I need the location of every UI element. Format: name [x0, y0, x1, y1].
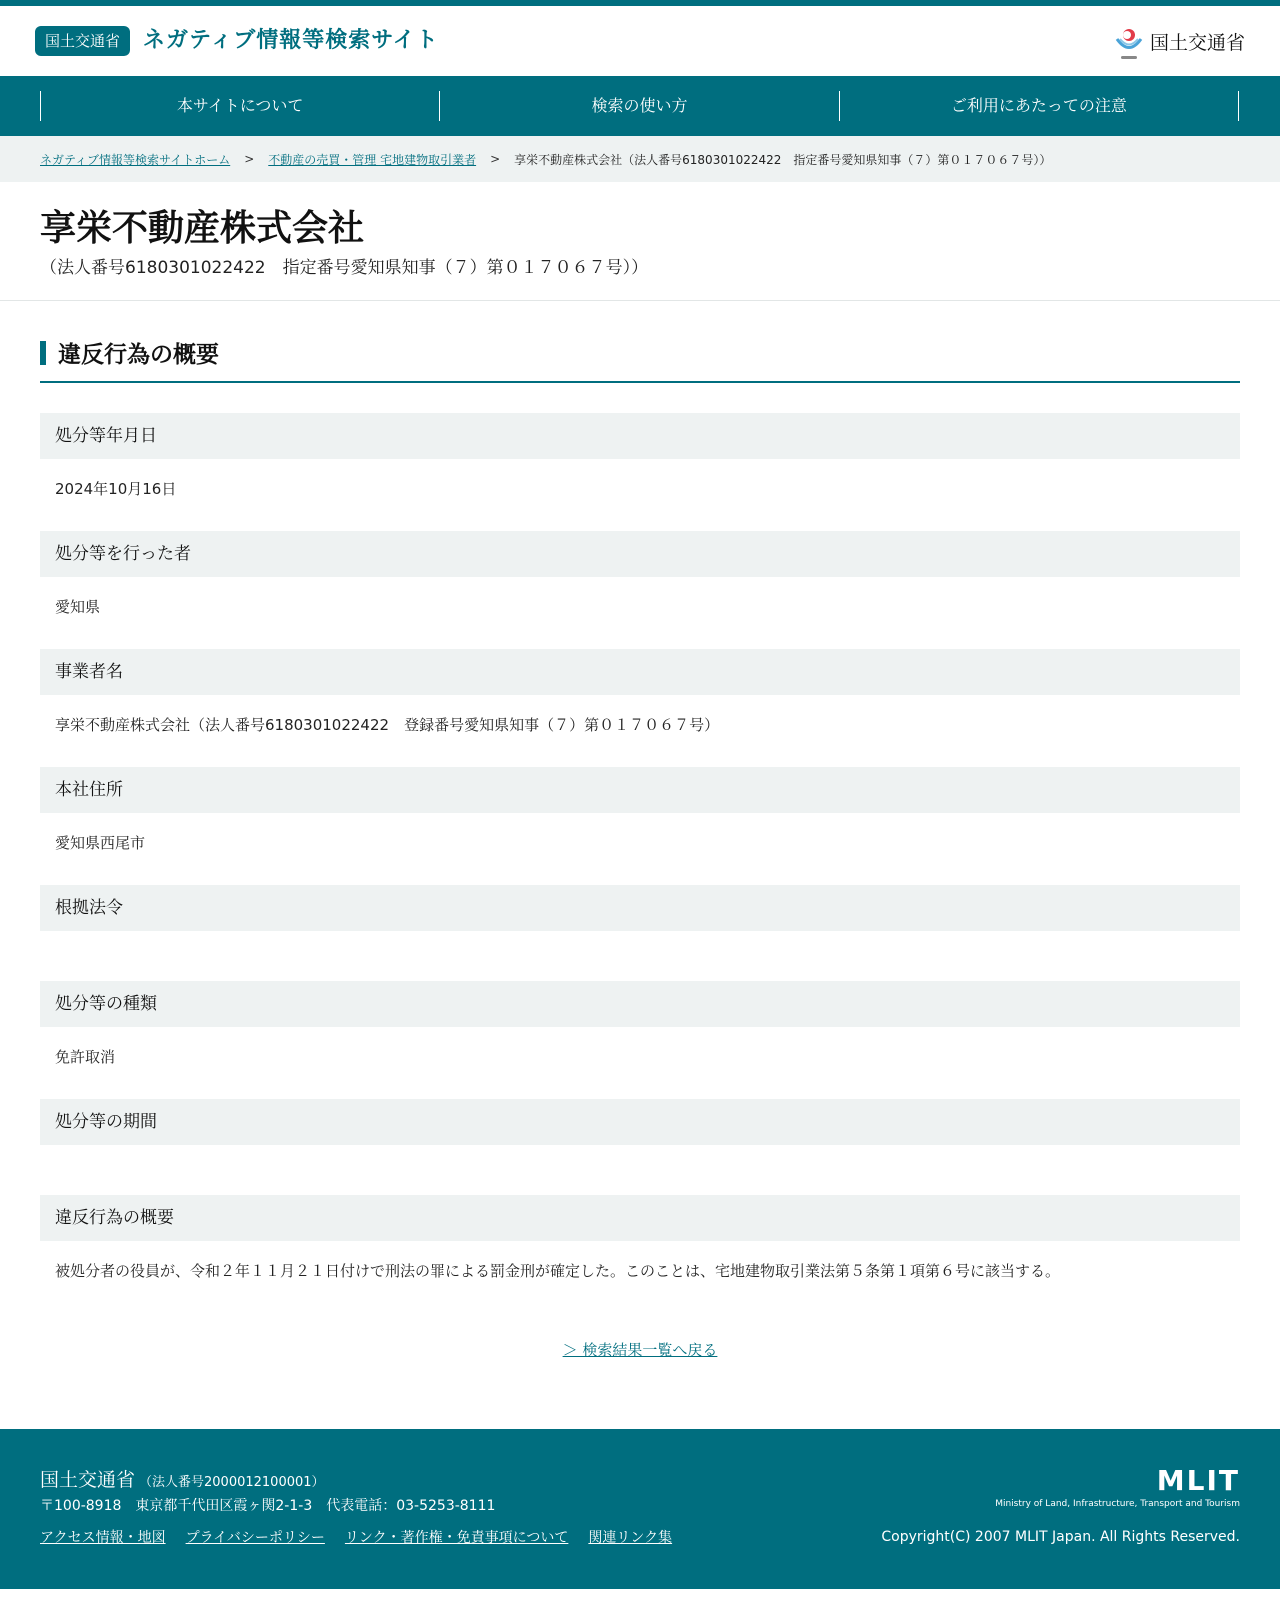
footer-brand-mark: MLIT	[1156, 1464, 1240, 1497]
section-heading: 違反行為の概要	[40, 337, 1240, 373]
main-content	[0, 301, 1280, 1399]
item-value-head-office-address: 愛知県西尾市	[55, 834, 146, 852]
breadcrumb-separator: >	[244, 152, 255, 166]
breadcrumb-separator: >	[490, 152, 501, 166]
item-value-disposition-period	[40, 1145, 1240, 1195]
ministry-badge[interactable]: 国土交通省	[35, 26, 130, 56]
breadcrumb-home-link[interactable]: ネガティブ情報等検索サイトホーム	[40, 152, 231, 167]
item-value-violation-summary: 被処分者の役員が、令和２年１１月２１日付けで刑法の罪による罰金刑が確定した。このことは、宅地建物取引業法第５条第１項第６号に該当する。	[55, 1262, 1061, 1280]
item-label-disposition-type: 処分等の種類	[40, 981, 1240, 1027]
item-value-disposition-type: 免許取消	[55, 1048, 116, 1066]
page-title: 享栄不動産株式会社	[40, 208, 365, 249]
site-header	[0, 6, 1280, 76]
item-label-head-office-address: 本社住所	[40, 767, 1240, 813]
item-value-legal-basis	[40, 931, 1240, 981]
mlit-logo[interactable]	[1114, 26, 1245, 60]
page-subtitle: （法人番号6180301022422 指定番号愛知県知事（７）第０１７０６７号））	[40, 258, 649, 278]
item-label-legal-basis: 根拠法令	[40, 885, 1240, 931]
item-label-business-name: 事業者名	[40, 649, 1240, 695]
item-label-disposition-period: 処分等の期間	[40, 1099, 1240, 1145]
back-to-results-link[interactable]: ＞ 検索結果一覧へ戻る	[562, 1341, 718, 1359]
footer-link-related[interactable]: 関連リンク集	[588, 1530, 673, 1546]
item-label-disposing-authority: 処分等を行った者	[40, 531, 1240, 577]
breadcrumb	[0, 136, 1280, 182]
footer-link-copyright[interactable]: リンク・著作権・免責事項について	[344, 1530, 569, 1546]
footer-org-number: （法人番号2000012100001）	[139, 1475, 325, 1490]
detail-list	[40, 413, 1240, 1313]
title-block	[0, 182, 1280, 301]
item-value-disposition-date: 2024年10月16日	[55, 480, 177, 498]
footer-org	[40, 1465, 325, 1492]
breadcrumb-category-link[interactable]: 不動産の売買・管理 宅地建物取引業者	[268, 152, 477, 167]
item-label-disposition-date: 処分等年月日	[40, 413, 1240, 459]
item-label-violation-summary: 違反行為の概要	[40, 1195, 1240, 1241]
nav-item-how-to-search[interactable]: 検索の使い方	[439, 91, 838, 121]
item-value-disposing-authority: 愛知県	[55, 598, 101, 616]
item-value-business-name: 享栄不動産株式会社（法人番号6180301022422 登録番号愛知県知事（７）第０１７０６７号）	[55, 716, 720, 734]
section-heading-wrap	[40, 337, 1240, 383]
breadcrumb-current: 享栄不動産株式会社（法人番号6180301022422 指定番号愛知県知事（７）第０１７０６７号））	[514, 152, 1052, 167]
footer-links	[40, 1527, 672, 1547]
nav-item-about[interactable]: 本サイトについて	[40, 91, 439, 121]
nav-item-usage-notes[interactable]: ご利用にあたっての注意	[839, 91, 1239, 121]
site-footer	[0, 1429, 1280, 1589]
back-link-wrap	[40, 1339, 1240, 1399]
footer-link-access[interactable]: アクセス情報・地図	[40, 1530, 166, 1546]
footer-link-privacy[interactable]: プライバシーポリシー	[185, 1530, 325, 1546]
main-nav	[0, 76, 1280, 136]
footer-org-name: 国土交通省	[40, 1469, 136, 1491]
mlit-logo-icon	[1114, 26, 1144, 60]
mlit-logo-text: 国土交通省	[1149, 32, 1245, 54]
footer-brand-sub: Ministry of Land, Infrastructure, Transport and Tourism	[995, 1499, 1240, 1509]
site-title[interactable]: ネガティブ情報等検索サイト	[143, 28, 439, 53]
footer-address: 〒100-8918 東京都千代田区霞ヶ関2-1-3 代表電話：03-5253-8111	[40, 1498, 496, 1514]
footer-brand-logo	[995, 1464, 1240, 1509]
footer-copyright: Copyright(C) 2007 MLIT Japan. All Rights Reserved.	[881, 1529, 1240, 1545]
